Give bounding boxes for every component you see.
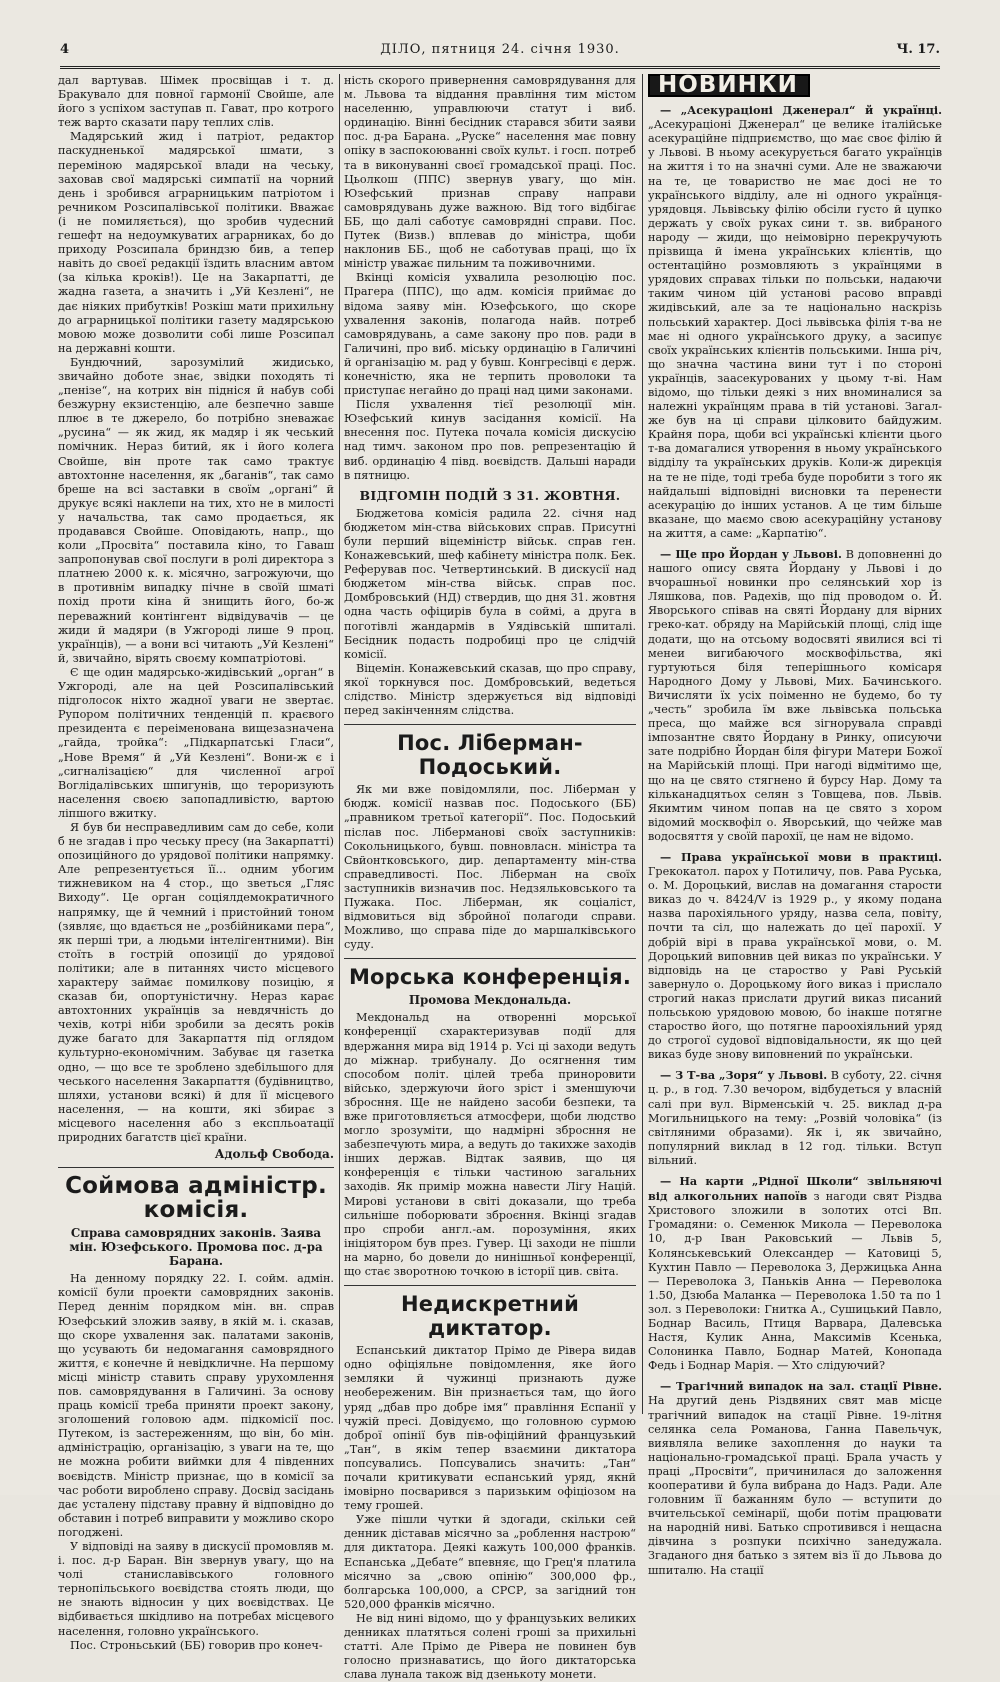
divider: [344, 958, 636, 959]
page-header: [60, 38, 940, 69]
news-item-title: — На карти „Рідної Школи“ звільняючі від алкогольних напоїв: [648, 1174, 942, 1204]
news-item: [648, 547, 942, 844]
article-paragraph: Після ухвалення тієї резолюції мін. Юзефський кинув засідання комісії. На внесення пос. Путека почала комісія дискусію над тимч. законом про пов. репрезентацію й виб. ординацію 4 півд. воєвідств. Дальші наради в пятницю.: [344, 398, 636, 482]
headline-dictator: Недискретний диктатор.: [401, 1292, 579, 1341]
column-1: [58, 74, 334, 1652]
article-paragraph: Є ще один мадярсько-жидівський „орган“ в Ужгороді, але на цей Розсипалівський підголосок ніхто жадної уваги не звертає. Рупором політичних тенденцій п. краєвого президента є переіменована вищезазначена „гайда, тройка“: „Підкарпатські Гласи“, „Нове Время“ й „Уй Кезлені“. Вони-ж є і „сигналізацією“ для численної агрої Воглідалівських шпигунів, що тероризують населення своєю запопадливістю, вартою ліпшого вжитку.: [58, 665, 334, 820]
divider: [344, 1285, 636, 1286]
article-paragraph: У відповіді на заяву в дискусії промовляв м. і. пос. д-р Баран. Він звернув увагу, що на чолі станиславівського головного тернопільського воєвідства стоять люди, що не знають відносин у цих воєвідствах. Це відбивається шкідливо на потребах місцевого населення, головно українського.: [58, 1540, 334, 1638]
news-item: [648, 850, 942, 1062]
news-item-title: — Права української мови в практиці.: [660, 849, 942, 864]
headline-liberman: Пос. Ліберман-Подоський.: [397, 731, 583, 780]
news-item: [648, 1068, 942, 1168]
news-item: [648, 103, 942, 541]
article-paragraph: дал вартував. Шімек просвіщав і т. д. Бракувало для повної гармонії Свойше, але його з успіхом заступав п. Гават, про котрого теж варто сказати пару теплих слів.: [58, 74, 334, 130]
column-2: [344, 74, 636, 1682]
news-item-title: — З Т-ва „Зоря“ у Львові.: [660, 1068, 828, 1083]
article-paragraph: Не від нині відомо, що у французьких великих денниках платяться солені гроші за прихильні статті. Але Прімо де Рівера не повинен був голосно признаватись, що його диктаторська слава лунала також від дзенькоту монети.: [344, 1611, 636, 1682]
news-item-title: — Трагічний випадок на зал. стації Рівне.: [660, 1379, 942, 1394]
article-paragraph: Пос. Строньський (ББ) говорив про конеч-: [70, 1638, 323, 1652]
article-paragraph: Я був би несправедливим сам до себе, коли б не згадав і про чеську пресу (на Закарпатті) опозиційного до урядової політики напрямку. Але репрезентується її... одним убогим тижневиком на 4 стор., що зветься „Гляс Виходу“. Це орган соціялдемократичного напрямку, ще й чемний і пристойний тоном (зявляє, що вдається не „розбійниками пера“, як перші три, а людьми інтелігентними). Він стоїть в гострій опозиції до урядової політики; але в питаннях чисто місцевого характеру займає помилкову позицію, я сказав би, опортуністичну. Нераз карає автохтонних українців за невдячність до чехів, котрі ніби зробили за десять років дуже багато для Закарпаття під оглядом культурно-економічним. Забуває ця газетка одно, — що все те зроблено здебільшого для чеського населення Закарпаття (будівництво, шляхи, установи всякі) й для її місцевого населення, — на кошти, які збирає з місцевого населення або з експльоатації природних багатств цієї країни.: [58, 820, 334, 1145]
headline-sejm-commission: Соймова адміністр. комісія.: [65, 1173, 327, 1224]
divider: [344, 724, 636, 725]
subheadline: Справа самоврядних законів. Заява мін. Юзефського. Промова пос. д-ра Барана.: [69, 1226, 323, 1269]
article-paragraph: На денному порядку 22. І. сойм. адмін. комісії були проекти самоврядних законів. Перед деннім порядком мін. вн. справ Юзефський зложив заяву, в якій м. і. сказав, що скоре ухвалення зак. палатами законів, що усувають би недомагання самоврядного життя, є конечне й невідкличне. На першому місці міністр ставить справу урухомлення пов. самоврядування в Галичині. За основу праць комісії треба приняти проект закону, зголошений головою адм. підкомісії пос. Путеком, із застереженням, що він, бо мін. адміністрацію, організацію, з уваги на те, що не можна робити виймки для 4 південних воєвідств. Міністр признає, що в комісії за час роботи вироблено справу. Досвід засідань дає усталену підставу правну й відповідно до обставин і потреб виправити у можливо скоро погоджені.: [58, 1272, 334, 1539]
subheadline-october: ВІДГОМІН ПОДІЙ З 31. ЖОВТНЯ.: [359, 487, 621, 503]
news-item-title: — Ще про Йордан у Львові.: [660, 547, 842, 561]
article-paragraph: Еспанський диктатор Прімо де Рівера видав одно офіціяльне повідомлення, яке його земляки й чужинці признають дуже необереженим. Він признається там, що його уряд „дбав про добре імя“ правління Еспанії у чужій пресі. Довідуємо, що головною сурмою доброї опінії був пів-офіційний французький „Тан“, в якім тепер взаємини диктатора попсувались. Попсувались значить: „Тан“ почали критикувати еспанський уряд, якнй імовірно посварився з паризьким офіціозом на тему грошей.: [344, 1344, 636, 1513]
article-paragraph: Віцемін. Конажевський сказав, що про справу, якої торкнувся пос. Домбровський, ведеться слідство. Міністр здержується від відповіді перед закінченням слідства.: [344, 661, 636, 718]
divider: [58, 1167, 334, 1168]
news-item-text: з нагоди свят Різдва Христового зложили в золотих отсі Вп. Громадяни: о. Семенюк Микола — Переволока 10, д-р Іван Раковський — Львів 5, Колянськевський Олександер — Катовиці 5, Кухтин Павло — Переволока 3, Держицька Анна — Переволока 3, Паньків Анна — Переволока 1.50, Дзюба Маланка — Переволока 1.50 та по 1 зол. з Переволоки: Гнитка А., Сушицький Павло, Боднар Василь, Птиця Варвара, Далевська Настя, Кулик Анна, Максимів Ксенька, Солонинка Павло, Боднар Матей, Конопада Федь і Боднар Марія. — Хто слідуючий?: [648, 1190, 943, 1373]
page-number: 4: [60, 42, 70, 57]
article-paragraph: Бундючний, зарозумілий жидисько, звичайно доботе знає, звідки походять ті „пенізе“, на котрих він підніся й набув собі безжурну екзистенцію, але безпечно завше плює в те джерело, бо потрібно зневажає „русина“ — як жид, як мадяр і як чеський помічник. Нераз битий, як і його колега Свойше, він проте так само трактує автохтонне населення, як „баганів“, так само бреше на всі заставки в своїм „органі“ й друкує всякі наклепи на тих, хто не в милості у начальства, так само продається, як продавався Свойше. Оповідають, напр., що коли „Просвіта“ поставила кіно, то Гаваш запропонував свої послуги в ролі директора з платнею 2000 к. к. місячно, загрожуючи, що в противнім випадку пічне в своїй шматі похід проти кіна й знищить його, бо-ж переважний контінгент відвідувачів — це жиди й мадяри (в Ужгороді лише 9 проц. українців), — а вони всі читають „Уй Кезлені“ й, звичайно, вірять своєму компатріотові.: [58, 355, 334, 665]
article-paragraph: Мадярський жид і патріот, редактор паскудненької мадярської шмати, з переміною мадярської влади на чеську, заховав свої мадярські симпатії на чорний день і зробився аграрницьким патріотом і речником Розсипалівської політики. Вважає (і не помиляється), що зробив чудесний гешефт на недоумкуватих аграрниках, бо до приходу Розсипала бриндзю бив, а тепер навіть до своєї редакції їздить власним автом (за кілька кроків!). Це на Закарпатті, де жадна газета, а значить і „Уй Кезлені“, не дає ніяких прибутків! Розкіш мати прихильну до аграрницької політики газету мадярською мовою може дозволити собі лише Розсипал на державні кошти.: [58, 130, 334, 355]
news-section-banner: НОВИНКИ: [648, 74, 810, 97]
news-item-text: В доповненні до нашого опису свята Йордану у Львові і до вчорашньої новинки про селянський хор із Ляшкова, пов. Радехів, що під проводом о. Й. Яворського співав на святі Йордану для вірних греко-кат. обряду на Марійській площі, слід іще додати, що на отсьому водосвяті явилися всі ті менеи вигибаючого москвофільства, які гуртуються біля теперішнього комісаря Народного Дому у Львові, Мих. Бачинського. Вичисляти їх усіх поіменно не будемо, бо ту „честь“ зробила їм вже львівська польська преса, що майже вся зігнорувала справді імпозантне свято Йордану в Ринку, описуючи зате подрібно Йордан біля фігури Матери Божої на Марійській площі. При нагоді відмітимо ще, що на це свято стягнено й бурсу Нар. Дому та кільканадцятьох селян з Товщева, пов. Львів. Якимтим чином попав на це свято з хором відомий москвофіл о. Яворський, що чейже мав водосвяття у своїй парохії, це нам не відомо.: [648, 548, 942, 843]
news-item-title: — „Асекураціоні Дженерал“ й українці.: [660, 103, 942, 118]
headline-naval-conference: Морська конференція.: [348, 965, 632, 990]
column-3: [648, 72, 943, 1577]
news-item: [648, 1174, 942, 1373]
news-item-text: В суботу, 22. січня ц. р., в год. 7.30 вечором, відбудеться у власній салі при вул. Вірменській ч. 25. виклад д-ра Могильницького на тему: „Розвій чоловіка“ (із світляними образами). Як і, як звичайно, популярний виклад в 12 год. тільки. Вступ вільний.: [648, 1069, 942, 1167]
column-divider-1: [339, 74, 340, 1424]
news-item: [648, 1379, 942, 1577]
article-paragraph: Вкінці комісія ухвалила резолюцію пос. Прагера (ППС), що адм. комісія приймає до відома заяву мін. Юзефського, що скоре ухвалення законів, полагода найв. потреб самоврядувань, а саме закону про пов. ради в Галичині, про виб. міську ординацію в Галичині й організацію м. рад у бувш. Конгресівці є держ. конечністю, яка не терпить проволоки та приступає негайно до праці над цими законами.: [344, 271, 636, 398]
article-paragraph: ність скорого привернення самоврядування для м. Львова та віддання правління тим містом населенню, управлюючи статут і виб. ординацію. Вінні бесідник старався збити заяви пос. д-ра Барана. „Руске“ населення має повну опіку в заспокоюванні своїх культ. і госп. потреб та в виконуванні своєї громадської праці. Пос. Цьолкош (ППС) звернув увагу, що мін. Юзефський признав справу направи самоврядувань дуже важною. Від того відбігає ББ, що далі саботує самоврядні справи. Пос. Путек (Визв.) вплевав до міністра, щоби наклонив ББ., щоб не саботував праці, що їх міністр уважає пильним та поживочними.: [344, 74, 636, 271]
author-signature: Адольф Свобода.: [214, 1147, 334, 1162]
news-item-text: Грекокатол. парох у Потиличу, пов. Рава Руська, о. М. Дороцький, вислав на домагання старости виказ до ч. 8424/V із 1929 р., у якому подана назва парохіяльного уряду, назва села, повіту, почти та сіл, що належать до цеї парохії. У добрій вірі в права української мови, о. М. Дороцький виповнив цей виказ по українськи. У відповідь на це староство у Раві Руській завернуло о. Дороцькому його виказ і прислало строгий наказ прислати другий виказ писаний польською урядовою мовою, бо інакше потягне староство його, що потягне пароохіяльний уряд до строгої судової відповідальности, як що цей виказ буде знову виповнений по українськи.: [648, 865, 942, 1062]
column-divider-2: [642, 74, 643, 1414]
article-paragraph: Бюджетова комісія радила 22. січня над бюджетом мін-ства військових справ. Присутні були перший віцеміністр військ. справ ген. Конажевський, шеф кабінету міністра полк. Бек. Реферував пос. Четвертинський. В дискусії над бюджетом мін-ства військ. справ пос. Домбровський (НД) ствердив, що дня 31. жовтня одна часть офіцирів була в соймі, а друга в поготівлі жандармів в Уядівській шпиталі. Бесідник подасть подробиці про це слідчій комісії.: [344, 506, 636, 661]
news-item-text: На другий день Різдвяних свят мав місце трагічний випадок на стації Рівне. 19-літня селянка села Романова, Ганна Павельчук, виявляла велике захоплення до науки та національно-громадської праці. Брала участь у праці „Просвіти“, причинилася до заложення кооперативи й була вибрана до Надз. Ради. Але головним її бажанням було — вступити до вчительської семінарії, щоби потім працювати на народній ниві. Батько спротивився і нещасна дівчина з розпуки психічно занедужала. Згаданого дня батько з зятем віз її до Львова до шпиталю. На стації: [648, 1394, 942, 1577]
masthead-line: ДІЛО, пятниця 24. січня 1930.: [380, 42, 620, 57]
article-paragraph: Мекдональд на отворенні морської конференції схарактеризував події для вдержання мира від 1914 р. Усі ці заходи ведуть до міжнар. трибуналу. До осягнення тим способом політ. цілей треба приноровити військо, здержуючи його зріст і зменшуючи збросння. Ще не найдено засоби безпеки, та вже приготовляється атмосфери, щоби людство могло зрозуміти, що надмірні збросння не забезпечують мира, а ведуть до такихже заходів інших держав. Відтак заявив, що ця конференція є тільки частиною загальних заходів. Як примір можна навести Лігу Націй. Мирові установи в світі доказали, що треба сильніше поборювати зброєння. Вкінці згадав про спроби англ.-ам. порозуміння, яких ініціятором був през. Гувер. Ці заходи не пішли на марно, бо довели до нинішньої конференції, що стає зворотною точкою в історії цив. світа.: [344, 1011, 636, 1279]
issue-number: Ч. 17.: [896, 42, 940, 57]
article-paragraph: Уже пішли чутки й здогади, скільки сей денник діставав місячно за „роблення настрою“ для диктатора. Деякі кажуть 100,000 франків. Еспанська „Дебате“ впевняє, що Грец'я платила місячно за „свою опінію“ 300,000 фр., болгарська 100,000, а СРСР, за загідний тон 520,000 франків місячно.: [344, 1513, 636, 1611]
article-paragraph: Як ми вже повідомляли, пос. Ліберман у бюдж. комісії назвав пос. Подоського (ББ) „правником третьої категорії“. Пос. Подоський післав пос. Ліберманові своїх заступників: Сокольницького, бувш. повновласн. міністра та Свйонтковського, дир. департаменту мін-ства справедливості. Пос. Ліберман на своїх заступників визначив пос. Недзяльковського та Пужака. Пос. Ліберман, як соціаліст, відмовиться від збройної полагоди справи. Можливо, що справа піде до маршалківського суду.: [344, 783, 636, 952]
subheadline: Промова Мекдональда.: [408, 993, 572, 1008]
news-item-text: „Асекураціоні Дженерал“ це велике італійське асекураційне підприємство, що має своє філію й у Львові. В ньому асекурується багато українців на життя і то на значні суми. Але не зважаючи на те, це товариство не має досі не то українського відділу, але ні одного українця-урядовця. Львівську філію обсіли густо й цупко держать у своїх руках сини т. зв. вибраного народу — жиди, що неімовірно перекручують прізвища й імена українських клієнтів, що остентаційно розмовляють з українцями в урядових справах тільки по польськи, надаючи таким чином цій установі расово вправді жидівський, але за те національно наскрізь польський характер. Досі львівська філія т-ва не має ні одного українського друку, а засипує своїх українських клієнтів польськими. Інша річ, що значна частина вини тут і по стороні українців, заасекурованих у цьому т-ві. Нам відомо, що тільки деякі з них вноминалися за належні українцям права в тій установі. Загал-же був на ці справи цілковито байдужим. Крайня пора, щоби всі українські клієнти цього т-ва домагалися утворення в ньому українського відділу та українських друків. Коли-ж дирекція на те не піде, тоді треба буде поробити з того як найдальші відповідні висновки та перенести асекурацію до інших установ. А це тим більше вказане, що маємо свою асекураційну установу на життя, а саме: „Карпатію“.: [648, 118, 942, 540]
